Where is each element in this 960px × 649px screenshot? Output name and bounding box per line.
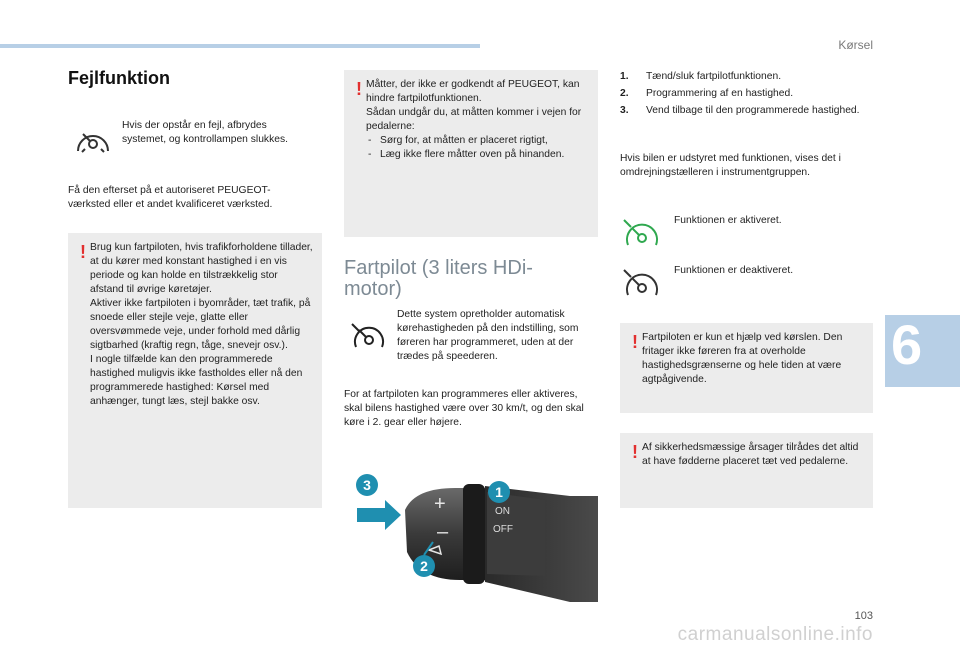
step-item: 1. Tænd/sluk fartpilotfunktionen.	[620, 71, 782, 82]
warning-bullet: - Sørg for, at måtten er placeret rigtigt,	[368, 135, 548, 146]
state-active-text: Funktionen er aktiveret.	[674, 215, 782, 226]
arrow-icon	[357, 500, 401, 530]
chapter-tab	[885, 315, 960, 387]
workshop-text: Få den efterset på et autoriseret PEUGEOT-værksted eller et andet kvalificeret værksted.	[68, 185, 273, 210]
warning-icon: !	[356, 79, 362, 99]
cruise-control-fault-icon	[74, 125, 112, 159]
stalk-plus-label: +	[434, 493, 446, 515]
section-title: Kørsel	[838, 38, 873, 52]
warning-line: Aktiver ikke fartpiloten i byområder, tæt trafik, på snoede eller stejle veje, glatte eller oversvømmede veje, under forhold med dårlig sigtbarhed (kraftig regn, tåge, snevejr osv.).	[90, 298, 311, 351]
warning-icon: !	[632, 442, 638, 462]
warning-icon: !	[80, 242, 86, 262]
page-number: 103	[854, 610, 873, 622]
svg-text:1: 1	[495, 484, 503, 500]
warning-box-feet	[620, 433, 873, 508]
warning-line: Brug kun fartpiloten, hvis trafikforholdene tillader, at du kører med konstant hastighed i en vis periode og kan holde en tilstrækkelig stor afstand til øvrige køretøjer.	[90, 242, 313, 295]
chapter-number: 6	[891, 313, 923, 376]
state-inactive-text: Funktionen er deaktiveret.	[674, 265, 794, 276]
steps-list	[620, 70, 870, 121]
stalk-off-label: OFF	[493, 524, 513, 535]
warning-box-cruise-usage	[68, 233, 322, 508]
cruise-condition-text: For at fartpiloten kan programmeres eller aktiveres, skal bilens hastighed være over 30 km/t, og den skal køre i 2. gear eller højere.	[344, 389, 584, 428]
warning-box-mats	[344, 70, 598, 237]
cruise-inactive-icon	[622, 268, 662, 302]
svg-text:3: 3	[363, 477, 371, 493]
cruise-stalk-illustration	[345, 470, 598, 602]
fault-icon-text: Hvis der opstår en fejl, afbrydes systemet, og kontrollampen slukkes.	[122, 120, 288, 145]
warning-intro: Måtter, der ikke er godkendt af PEUGEOT, kan hindre fartpilotfunktionen.	[366, 79, 580, 104]
warning-box-driver-aid	[620, 323, 873, 413]
stalk-on-label: ON	[495, 506, 510, 517]
step-item: 2. Programmering af en hastighed.	[620, 88, 794, 99]
warning-bullet: - Læg ikke flere måtter oven på hinanden.	[368, 149, 565, 160]
cruise-control-icon	[350, 322, 386, 354]
header-bar	[0, 44, 480, 48]
display-text: Hvis bilen er udstyret med funktionen, vises det i omdrejningstælleren i instrumentgruppen.	[620, 153, 841, 178]
warning-icon: !	[632, 332, 638, 352]
warning-line: I nogle tilfælde kan den programmerede hastighed muligvis ikke fastholdes eller nå den programmerede hastighed: Kørsel med anhænger, tungt læs, stejl bakke osv.	[90, 354, 303, 407]
warning-text: Af sikkerhedsmæssige årsager tilrådes det altid at have fødderne placeret tæt ved pedalerne.	[642, 442, 859, 467]
cruise-heading: Fartpilot (3 liters HDi-motor)	[344, 257, 533, 300]
cruise-icon-text: Dette system opretholder automatisk kørehastigheden på den indstilling, som føreren har programmeret, uden at der trædes på speederen.	[397, 309, 579, 362]
step-item: 3. Vend tilbage til den programmerede hastighed.	[620, 105, 860, 116]
warning-text: Fartpiloten er kun et hjælp ved kørslen. Den fritager ikke føreren fra at overholde hastighedsgrænserne og hele tiden at være agtpågivende.	[642, 332, 843, 385]
watermark: carmanualsonline.info	[677, 624, 873, 645]
stalk-minus-label: –	[437, 521, 449, 543]
cruise-active-icon	[622, 218, 662, 252]
fault-heading: Fejlfunktion	[68, 68, 170, 88]
warning-line2: Sådan undgår du, at måtten kommer i vejen for pedalerne:	[366, 107, 582, 132]
svg-text:2: 2	[420, 558, 428, 574]
